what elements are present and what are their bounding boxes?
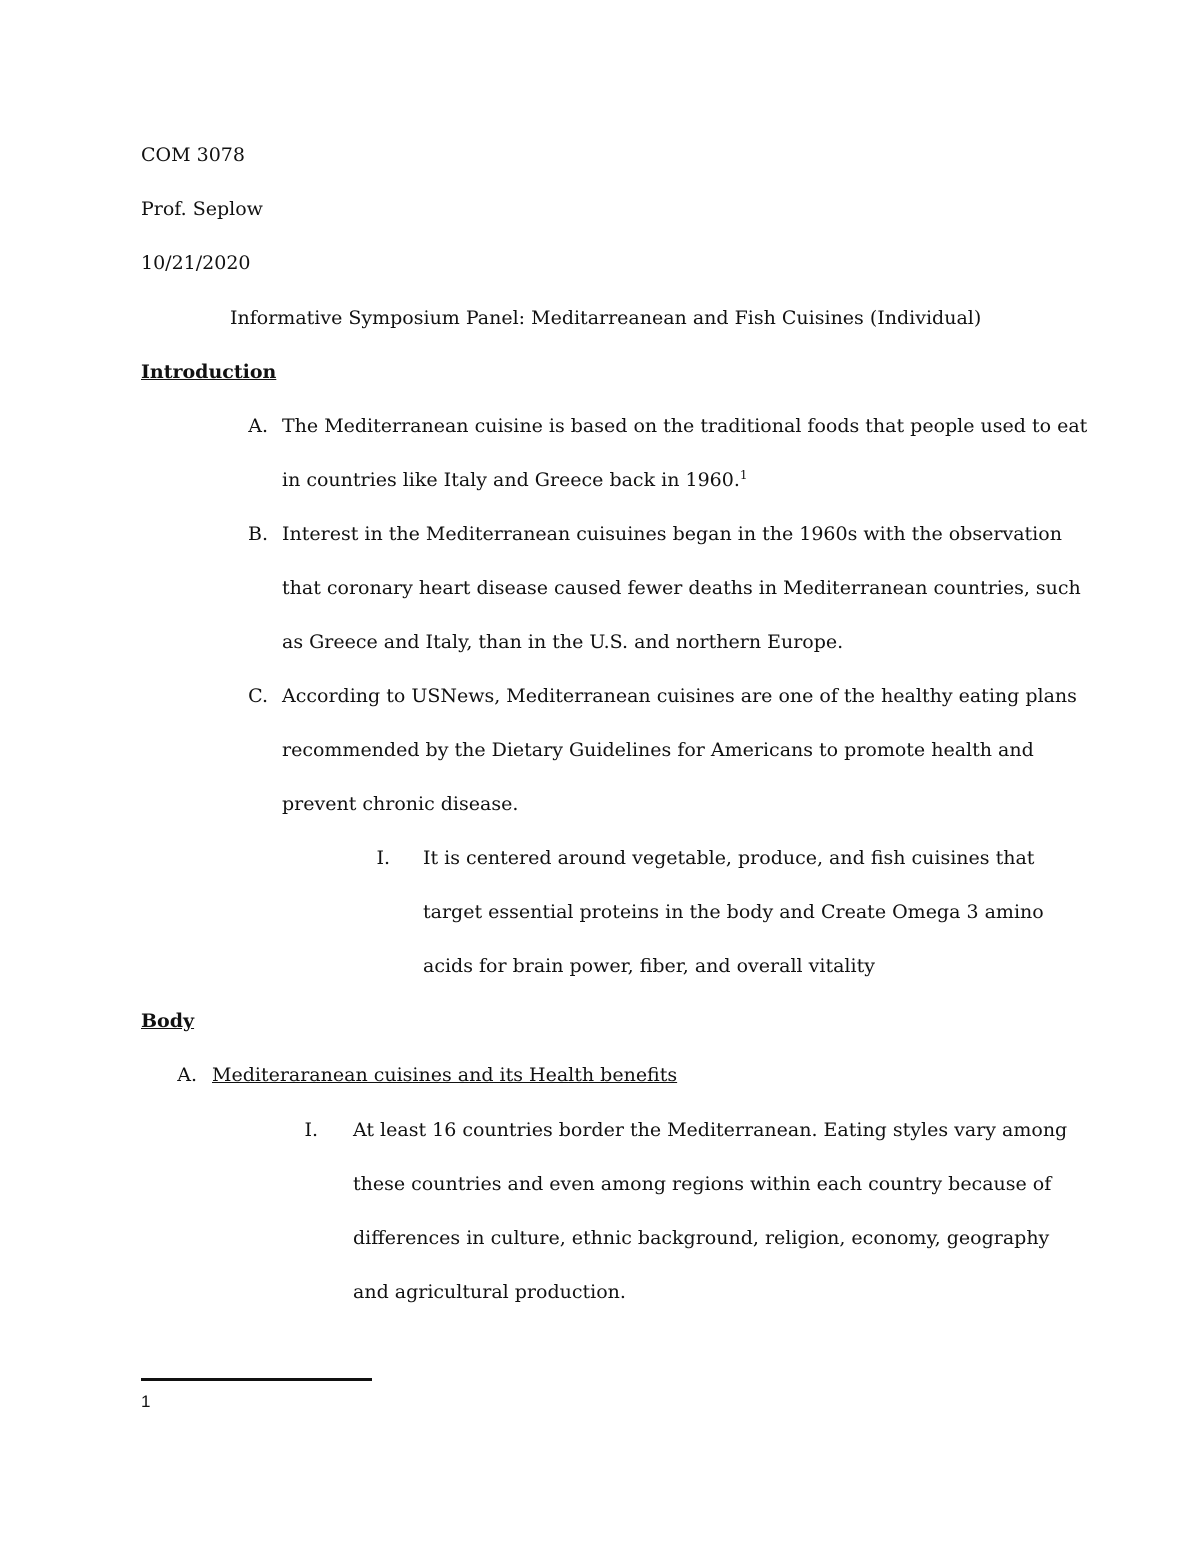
intro-item-b-line-3: as Greece and Italy, than in the U.S. and northern Europe. [282, 631, 844, 653]
intro-item-c-sub-line-1: It is centered around vegetable, produce, and fish cuisines that [423, 847, 1035, 869]
footnote-separator [141, 1378, 372, 1381]
intro-item-a-line-1: The Mediterranean cuisine is based on the traditional foods that people used to eat [282, 415, 1088, 437]
body-item-a-sub-marker: I. [304, 1119, 318, 1141]
intro-item-c-line-3: prevent chronic disease. [282, 793, 519, 815]
introduction-heading: Introduction [141, 361, 277, 383]
body-item-a-marker: A. [177, 1064, 197, 1086]
professor-name: Prof. Seplow [141, 198, 263, 220]
intro-item-b-line-2: that coronary heart disease caused fewer deaths in Mediterranean countries, such [282, 577, 1081, 599]
intro-item-c-sub-line-3: acids for brain power, fiber, and overall vitality [423, 955, 875, 977]
body-item-a-sub-line-1: At least 16 countries border the Mediterranean. Eating styles vary among [353, 1119, 1068, 1141]
body-item-a-sub-line-4: and agricultural production. [353, 1281, 626, 1303]
footnote-reference[interactable]: 1 [739, 468, 748, 482]
intro-item-c-sub-line-2: target essential proteins in the body and Create Omega 3 amino [423, 901, 1044, 923]
footnote-number: 1 [141, 1392, 151, 1411]
intro-item-c-sub-marker: I. [376, 847, 390, 869]
intro-item-a-line-2-text: in countries like Italy and Greece back in 1960. [282, 469, 740, 491]
body-item-a-sub-line-2: these countries and even among regions within each country because of [353, 1173, 1052, 1195]
document-date: 10/21/2020 [141, 252, 251, 274]
intro-item-a-line-2 [282, 468, 748, 491]
intro-item-b-marker: B. [247, 523, 268, 545]
intro-item-c-line-2: recommended by the Dietary Guidelines for Americans to promote health and [282, 739, 1034, 761]
intro-item-a-marker: A. [248, 415, 268, 437]
body-item-a-label: Mediteraranean cuisines and its Health benefits [212, 1064, 678, 1086]
course-code: COM 3078 [141, 144, 245, 166]
intro-item-c-line-1: According to USNews, Mediterranean cuisines are one of the healthy eating plans [282, 685, 1077, 707]
document-title: Informative Symposium Panel: Meditarreanean and Fish Cuisines (Individual) [230, 307, 982, 329]
intro-item-b-line-1: Interest in the Mediterranean cuisuines began in the 1960s with the observation [282, 523, 1062, 545]
body-heading: Body [141, 1010, 195, 1032]
body-item-a-sub-line-3: differences in culture, ethnic background, religion, economy, geography [353, 1227, 1050, 1249]
intro-item-c-marker: C. [248, 685, 268, 707]
